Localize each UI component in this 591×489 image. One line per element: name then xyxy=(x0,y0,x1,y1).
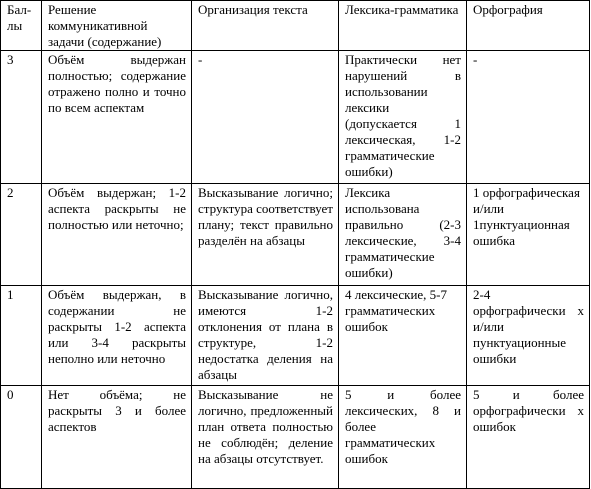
content-cell: Объём выдержан полностью; содержание отражено полно и точно по всем аспектам xyxy=(42,51,192,184)
content-cell: Нет объёма; не раскрыты 3 и более аспектов xyxy=(42,386,192,489)
content-cell: Объём выдержан, в содержании не раскрыты 1-2 аспекта или 3-4 раскрыты неполно или неточно xyxy=(42,286,192,386)
organization-cell: Высказывание логично; структура соответствует плану; текст правильно разделён на абзацы xyxy=(192,184,339,286)
lexis-cell: 5 и более лексических, 8 и более грамматических ошибок xyxy=(339,386,467,489)
header-lexis xyxy=(339,1,467,51)
spelling-cell: - xyxy=(467,51,590,184)
score-cell: 3 xyxy=(1,51,42,184)
spelling-cell: 1 орфографическая и/или 1пунктуационная ошибка xyxy=(467,184,590,286)
table-row xyxy=(1,184,590,286)
score-cell: 2 xyxy=(1,184,42,286)
score-cell: 1 xyxy=(1,286,42,386)
organization-cell: - xyxy=(192,51,339,184)
header-score xyxy=(1,1,42,51)
header-lexis-label: Лексика-грамматика xyxy=(345,2,459,17)
header-organization xyxy=(192,1,339,51)
score-cell: 0 xyxy=(1,386,42,489)
lexis-cell: 4 лексические, 5-7 грамматических ошибок xyxy=(339,286,467,386)
table-row xyxy=(1,286,590,386)
organization-cell: Высказывание не логично, предложенный план ответа полностью не соблюдён; деление на абзацы отсутствует. xyxy=(192,386,339,489)
spelling-cell: 2-4 орфографически х и/или пунктуационные ошибки xyxy=(467,286,590,386)
content-cell: Объём выдержан; 1-2 аспекта раскрыты не полностью или неточно; xyxy=(42,184,192,286)
header-content xyxy=(42,1,192,51)
table-row xyxy=(1,386,590,489)
header-content-label: Решение коммуникативной задачи (содержание) xyxy=(48,2,162,49)
header-spelling xyxy=(467,1,590,51)
lexis-cell: Лексика использована правильно (2-3 лексические, 3-4 грамматические ошибки) xyxy=(339,184,467,286)
organization-cell: Высказывание логично, имеются 1-2 отклонения от плана в структуре, 1-2 недостатка деления на абзацы xyxy=(192,286,339,386)
header-organization-label: Организация текста xyxy=(198,2,308,17)
spelling-cell: 5 и более орфографически х ошибок xyxy=(467,386,590,489)
header-score-label: Баллы xyxy=(7,2,32,33)
lexis-cell: Практически нет нарушений в использовании лексики (допускается 1 лексическая, 1-2 грамматические ошибки) xyxy=(339,51,467,184)
header-spelling-label: Орфография xyxy=(473,2,543,17)
table-row xyxy=(1,51,590,184)
table-header-row xyxy=(1,1,590,51)
